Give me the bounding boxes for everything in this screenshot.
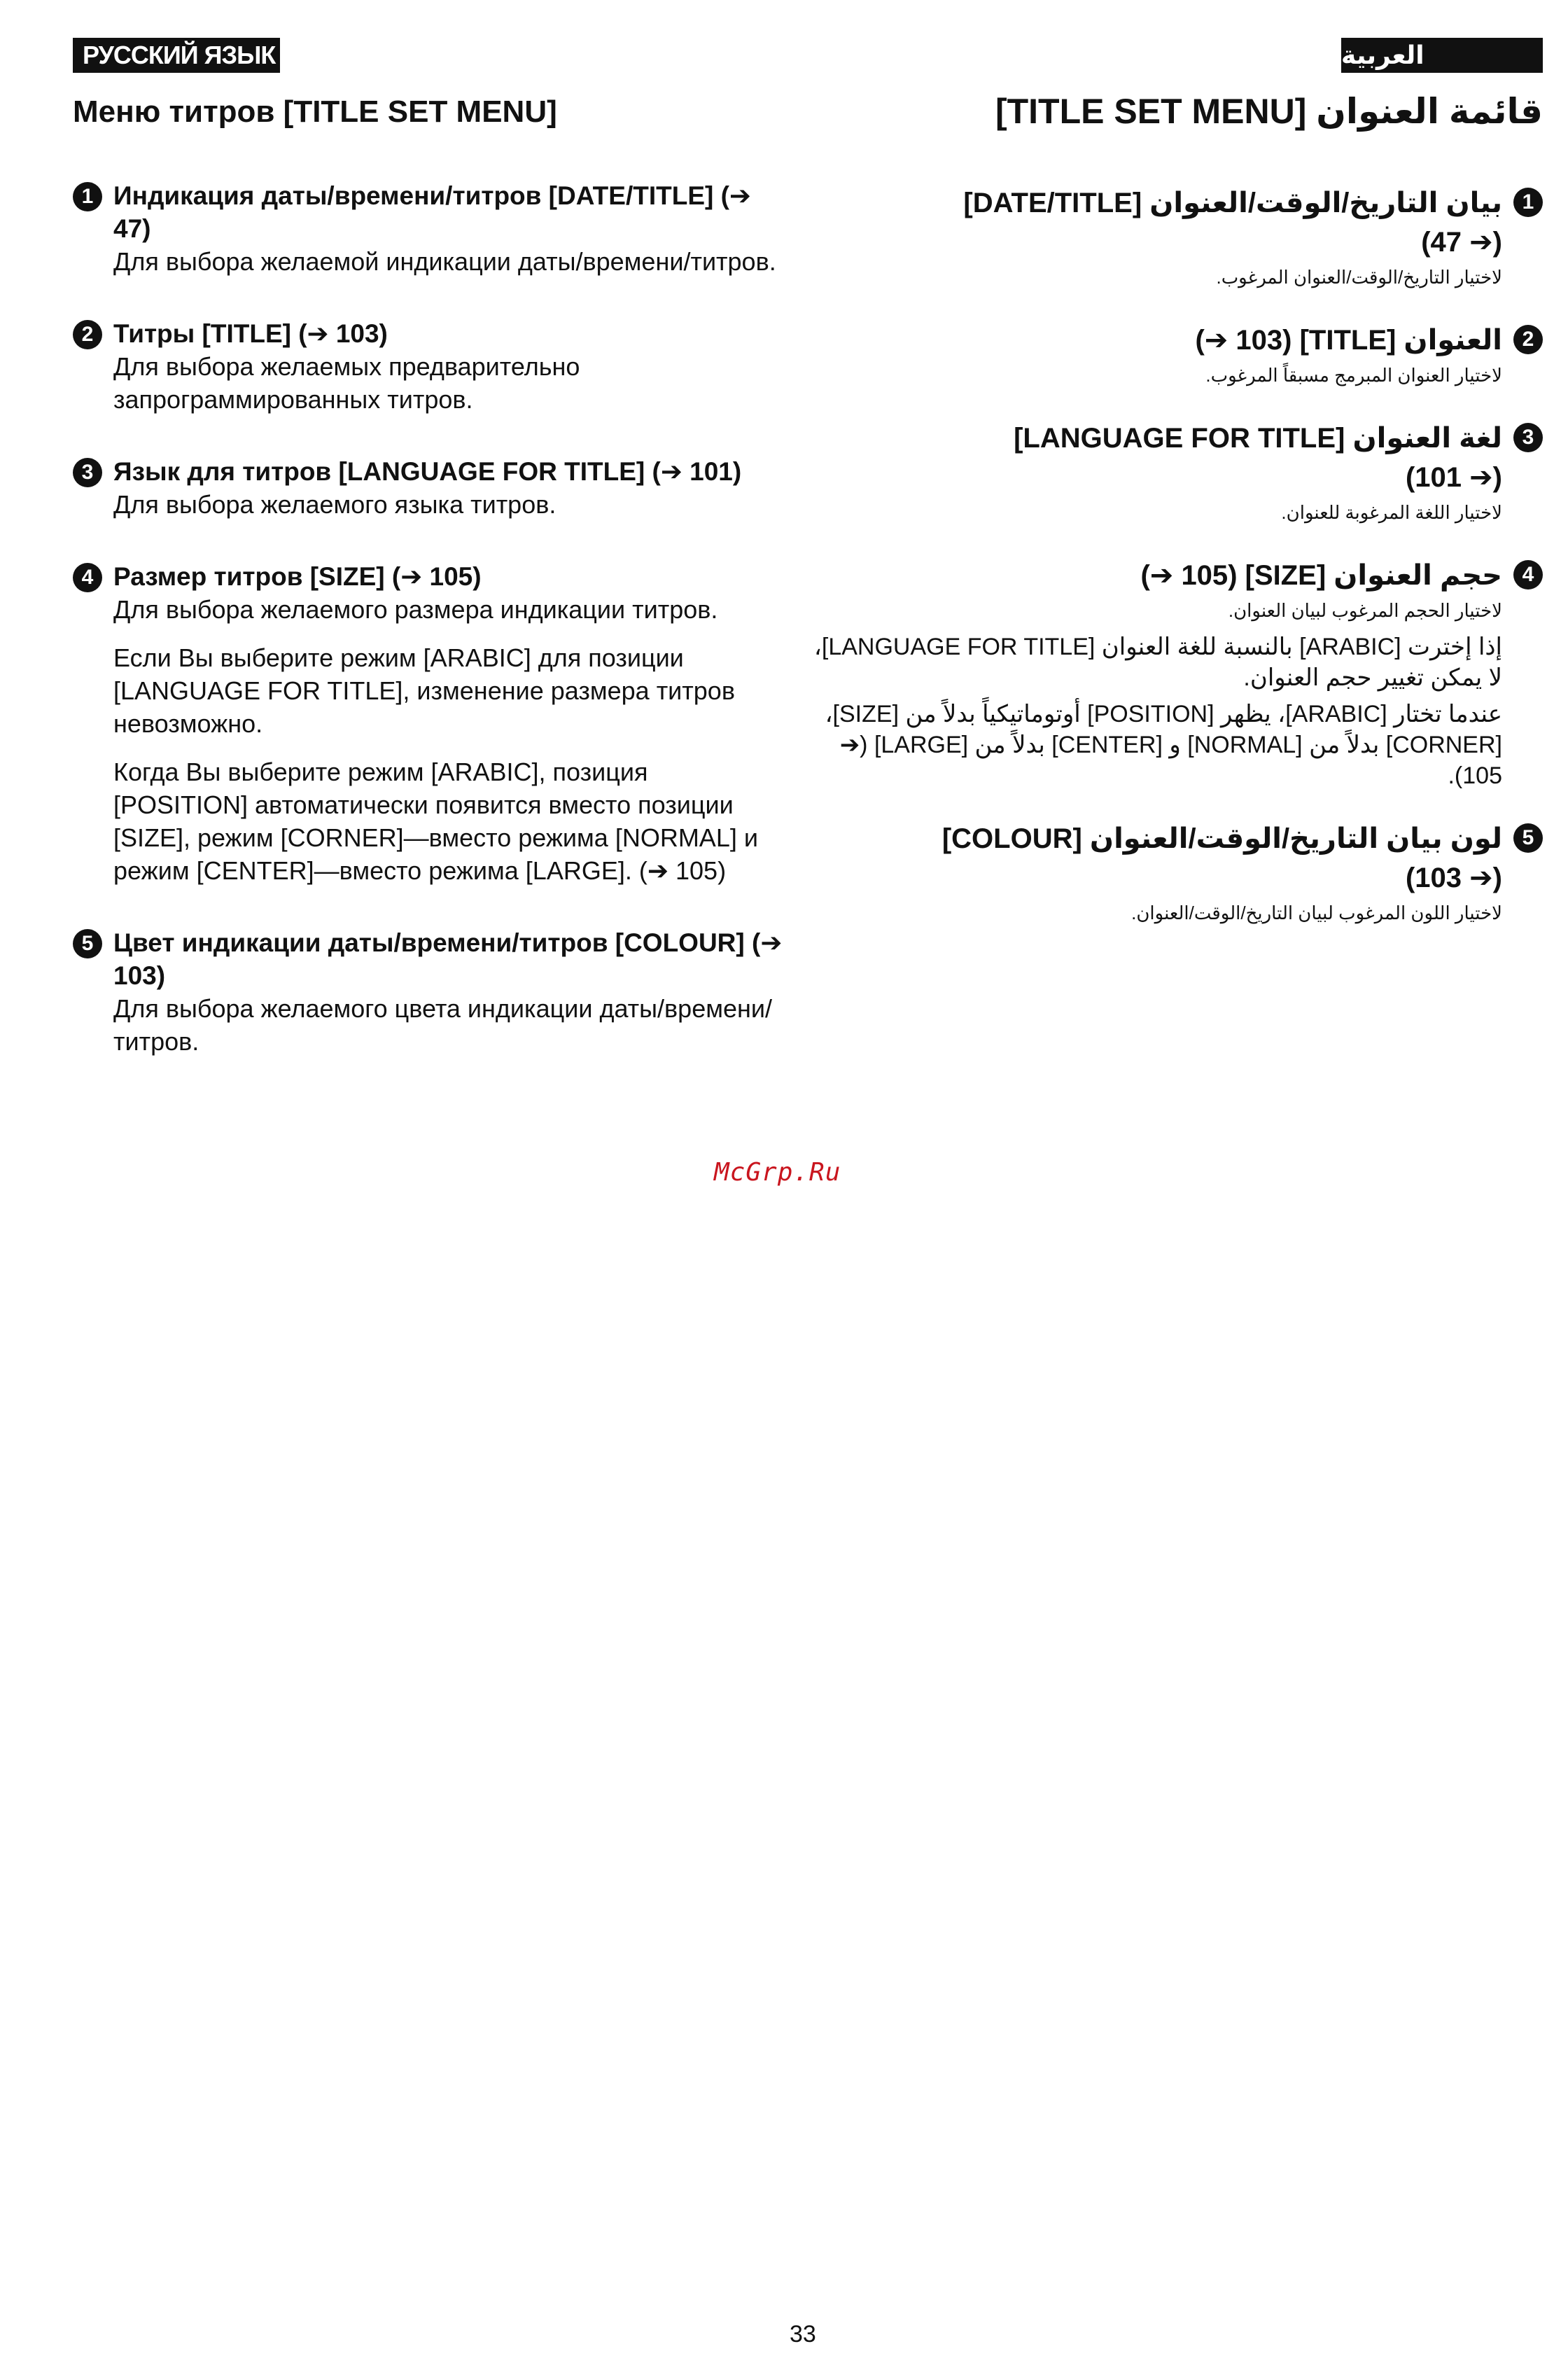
ru-item-text: Когда Вы выберите режим [ARABIC], позиция [POSITION] автоматически появится вместо позиции [SIZE], режим [CORNER]—вместо режима [NORMAL] и режим [CENTER]—вместо режима [LARGE]. (➔ 105) (113, 758, 758, 885)
ar-item-title (801, 321, 1543, 391)
ru-item-text: Для выбора желаемого размера индикации титров. (113, 595, 718, 624)
ar-item-language (801, 419, 1543, 528)
ru-item-heading: Язык для титров [LANGUAGE FOR TITLE] (➔ 101) (113, 457, 742, 486)
ar-heading-reference: (➔ 101) (1405, 462, 1502, 493)
ar-heading-text: العنوان [TITLE] (103 ➔) (1195, 325, 1502, 356)
number-3-icon: 3 (1513, 423, 1543, 452)
ar-item-text: لاختيار الحجم المرغوب لبيان العنوان. (1228, 600, 1502, 621)
page-number: 33 (790, 2321, 816, 2347)
ar-item-text: لاختيار العنوان المبرمج مسبقاً المرغوب. (1205, 365, 1502, 386)
ar-heading-text: حجم العنوان [SIZE] (105 ➔) (1140, 560, 1502, 591)
ar-heading-text: لغة العنوان [LANGUAGE FOR TITLE] (1014, 423, 1502, 454)
ar-item-date-title (801, 183, 1543, 293)
ru-item-text: Если Вы выберите режим [ARABIC] для позиции [LANGUAGE FOR TITLE], изменение размера титров невозможно. (113, 643, 735, 738)
language-badge-arabic: العربية (1341, 38, 1543, 73)
ar-heading-reference: (➔ 103) (1405, 863, 1502, 893)
ru-item-heading: Цвет индикации даты/времени/титров [COLOUR] (➔ 103) (113, 928, 783, 990)
language-badge-russian: РУССКИЙ ЯЗЫК (73, 38, 280, 73)
page-title-russian: Меню титров [TITLE SET MENU] (73, 95, 557, 129)
ru-item-colour (73, 926, 787, 1058)
number-1-icon: 1 (1513, 188, 1543, 217)
ar-item-heading (801, 819, 1502, 898)
ar-item-text: لاختيار التاريخ/الوقت/العنوان المرغوب. (1216, 267, 1502, 288)
ru-item-heading: Титры [TITLE] (➔ 103) (113, 319, 388, 348)
arabic-column (801, 87, 1543, 956)
ru-item-title (73, 317, 787, 416)
page-title-arabic: قائمة العنوان [TITLE SET MENU] (995, 92, 1543, 131)
ar-item-heading (801, 321, 1502, 360)
ru-item-heading: Размер титров [SIZE] (➔ 105) (113, 562, 482, 591)
number-3-icon: 3 (73, 458, 102, 487)
ru-item-language (73, 455, 787, 521)
number-2-icon: 2 (73, 320, 102, 349)
ru-item-text: Для выбора желаемой индикации даты/времени/титров. (113, 247, 776, 276)
ar-item-size (801, 556, 1543, 791)
number-4-icon: 4 (1513, 560, 1543, 590)
ru-item-text: Для выбора желаемого цвета индикации даты/времени/титров. (113, 994, 772, 1056)
ru-item-text: Для выбора желаемого языка титров. (113, 490, 556, 519)
ar-item-text: لاختيار اللون المرغوب لبيان التاريخ/الوقت/العنوان. (1131, 902, 1502, 923)
number-5-icon: 5 (73, 929, 102, 958)
ar-item-heading (801, 556, 1502, 595)
number-2-icon: 2 (1513, 325, 1543, 354)
watermark: McGrp.Ru (714, 1158, 841, 1187)
number-4-icon: 4 (73, 563, 102, 592)
ar-item-text: عندما تختار [ARABIC]، يظهر [POSITION] أوتوماتيكياً بدلاً من [SIZE]، [CORNER] بدلاً من [NORMAL] و [CENTER] بدلاً من [LARGE] (➔ 105). (825, 701, 1502, 789)
ar-heading-reference: (➔ 47) (1421, 227, 1502, 258)
ar-item-heading (801, 419, 1502, 497)
number-5-icon: 5 (1513, 823, 1543, 853)
ru-item-text: Для выбора желаемых предварительно запрограммированных титров. (113, 352, 580, 414)
ru-item-heading: Индикация даты/времени/титров [DATE/TITLE] (➔ 47) (113, 181, 751, 243)
ru-item-size (73, 560, 787, 887)
ar-item-colour (801, 819, 1543, 928)
number-1-icon: 1 (73, 182, 102, 211)
ar-item-heading (801, 183, 1502, 262)
ar-heading-text: بيان التاريخ/الوقت/العنوان [DATE/TITLE] (963, 188, 1502, 218)
ar-item-text: لاختيار اللغة المرغوبة للعنوان. (1281, 502, 1502, 523)
ar-item-text: إذا إخترت [ARABIC] بالنسبة للغة العنوان [LANGUAGE FOR TITLE]، لا يمكن تغيير حجم العنوان. (813, 634, 1502, 691)
russian-column (73, 92, 787, 1097)
ar-heading-text: لون بيان التاريخ/الوقت/العنوان [COLOUR] (941, 823, 1502, 854)
ru-item-date-title (73, 179, 787, 278)
